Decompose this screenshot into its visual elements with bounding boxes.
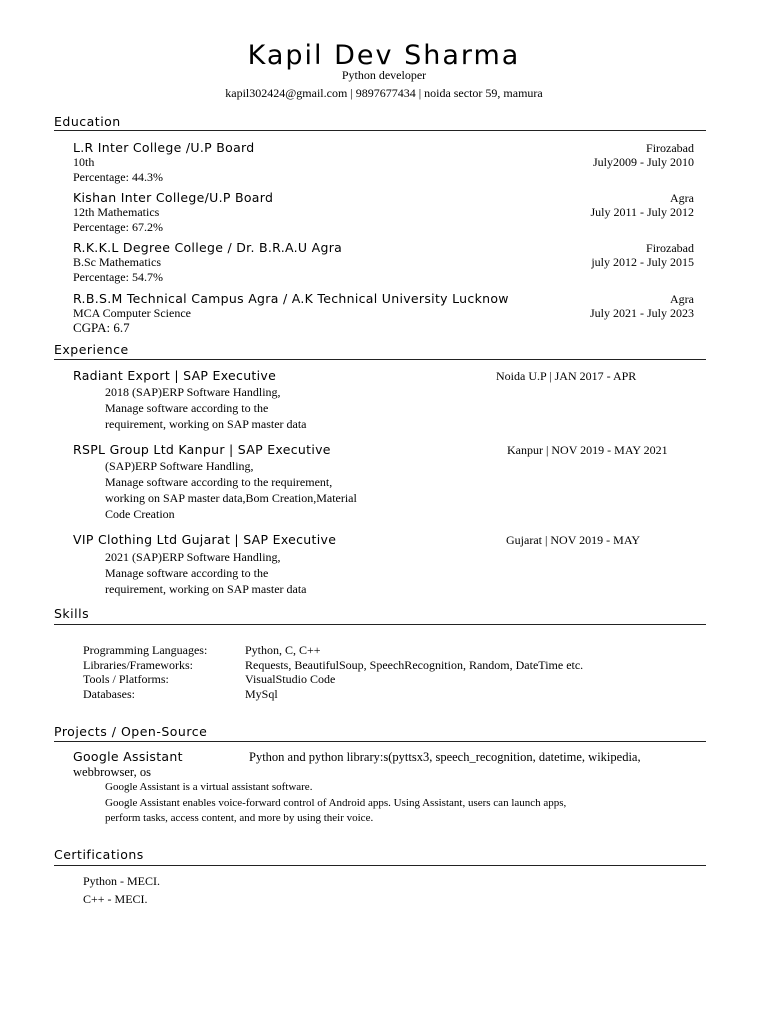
skill-label: Programming Languages: xyxy=(83,643,208,657)
education-location: Agra xyxy=(670,191,694,205)
experience-detail: 2018 (SAP)ERP Software Handling, xyxy=(105,385,281,399)
section-heading-skills: Skills xyxy=(54,606,90,621)
education-dates: July 2011 - July 2012 xyxy=(590,205,694,219)
education-dates: July 2021 - July 2023 xyxy=(589,306,694,320)
experience-detail: Manage software according to the xyxy=(105,566,269,580)
job-title: Python developer xyxy=(341,68,427,82)
education-score: Percentage: 67.2% xyxy=(73,220,163,234)
experience-meta: Kanpur | NOV 2019 - MAY 2021 xyxy=(507,443,668,457)
candidate-name: Kapil Dev Sharma xyxy=(247,40,521,71)
section-divider xyxy=(54,130,706,131)
experience-detail: requirement, working on SAP master data xyxy=(105,582,307,596)
experience-meta: Noida U.P | JAN 2017 - APR xyxy=(496,369,637,383)
experience-title: Radiant Export | SAP Executive xyxy=(73,368,277,383)
section-divider xyxy=(54,741,706,742)
section-divider xyxy=(54,359,706,360)
skill-label: Tools / Platforms: xyxy=(83,672,169,686)
education-location: Firozabad xyxy=(646,141,694,155)
project-detail: Google Assistant enables voice-forward control of Android apps. Using Assistant, users can launch apps, xyxy=(105,797,567,809)
project-detail: perform tasks, access content, and more by using their voice. xyxy=(105,812,374,824)
education-location: Agra xyxy=(670,292,694,306)
experience-title: RSPL Group Ltd Kanpur | SAP Executive xyxy=(73,442,331,457)
education-school: L.R Inter College /U.P Board xyxy=(73,140,255,155)
certification-item: Python - MECI. xyxy=(83,874,161,888)
experience-detail: Manage software according to the requirement, xyxy=(105,475,333,489)
project-tech-continued: webbrowser, os xyxy=(73,765,151,779)
project-tech: Python and python library:s(pyttsx3, speech_recognition, datetime, wikipedia, xyxy=(249,750,641,764)
education-score: CGPA: 6.7 xyxy=(73,320,130,335)
education-degree: 10th xyxy=(73,155,95,169)
education-school: R.B.S.M Technical Campus Agra / A.K Technical University Lucknow xyxy=(73,291,509,306)
project-name: Google Assistant xyxy=(73,749,183,764)
section-heading-projects: Projects / Open-Source xyxy=(54,724,208,739)
skill-value: Python, C, C++ xyxy=(245,643,321,657)
section-heading-education: Education xyxy=(54,114,121,129)
education-dates: July2009 - July 2010 xyxy=(592,155,694,169)
education-degree: MCA Computer Science xyxy=(73,306,191,320)
skill-value: MySql xyxy=(245,687,278,701)
experience-detail: requirement, working on SAP master data xyxy=(105,417,307,431)
project-detail: Google Assistant is a virtual assistant software. xyxy=(105,781,313,793)
experience-detail: (SAP)ERP Software Handling, xyxy=(105,459,254,473)
section-heading-certifications: Certifications xyxy=(54,847,144,862)
education-degree: 12th Mathematics xyxy=(73,205,160,219)
experience-detail: 2021 (SAP)ERP Software Handling, xyxy=(105,550,281,564)
education-location: Firozabad xyxy=(646,241,694,255)
experience-detail: working on SAP master data,Bom Creation,Material xyxy=(105,491,357,505)
experience-detail: Code Creation xyxy=(105,507,175,521)
education-score: Percentage: 54.7% xyxy=(73,270,163,284)
skill-value: Requests, BeautifulSoup, SpeechRecognition, Random, DateTime etc. xyxy=(245,658,584,672)
education-school: Kishan Inter College/U.P Board xyxy=(73,190,274,205)
certification-item: C++ - MECI. xyxy=(83,892,148,906)
skill-label: Databases: xyxy=(83,687,135,701)
experience-detail: Manage software according to the xyxy=(105,401,269,415)
contact-line: kapil302424@gmail.com | 9897677434 | noida sector 59, mamura xyxy=(225,86,543,100)
experience-meta: Gujarat | NOV 2019 - MAY xyxy=(506,533,641,547)
skill-label: Libraries/Frameworks: xyxy=(83,658,193,672)
education-dates: july 2012 - July 2015 xyxy=(591,255,694,269)
section-heading-experience: Experience xyxy=(54,342,129,357)
skill-value: VisualStudio Code xyxy=(245,672,336,686)
section-divider xyxy=(54,865,706,866)
education-degree: B.Sc Mathematics xyxy=(73,255,161,269)
section-divider xyxy=(54,624,706,625)
education-school: R.K.K.L Degree College / Dr. B.R.A.U Agra xyxy=(73,240,343,255)
education-score: Percentage: 44.3% xyxy=(73,170,163,184)
experience-title: VIP Clothing Ltd Gujarat | SAP Executive xyxy=(73,532,337,547)
